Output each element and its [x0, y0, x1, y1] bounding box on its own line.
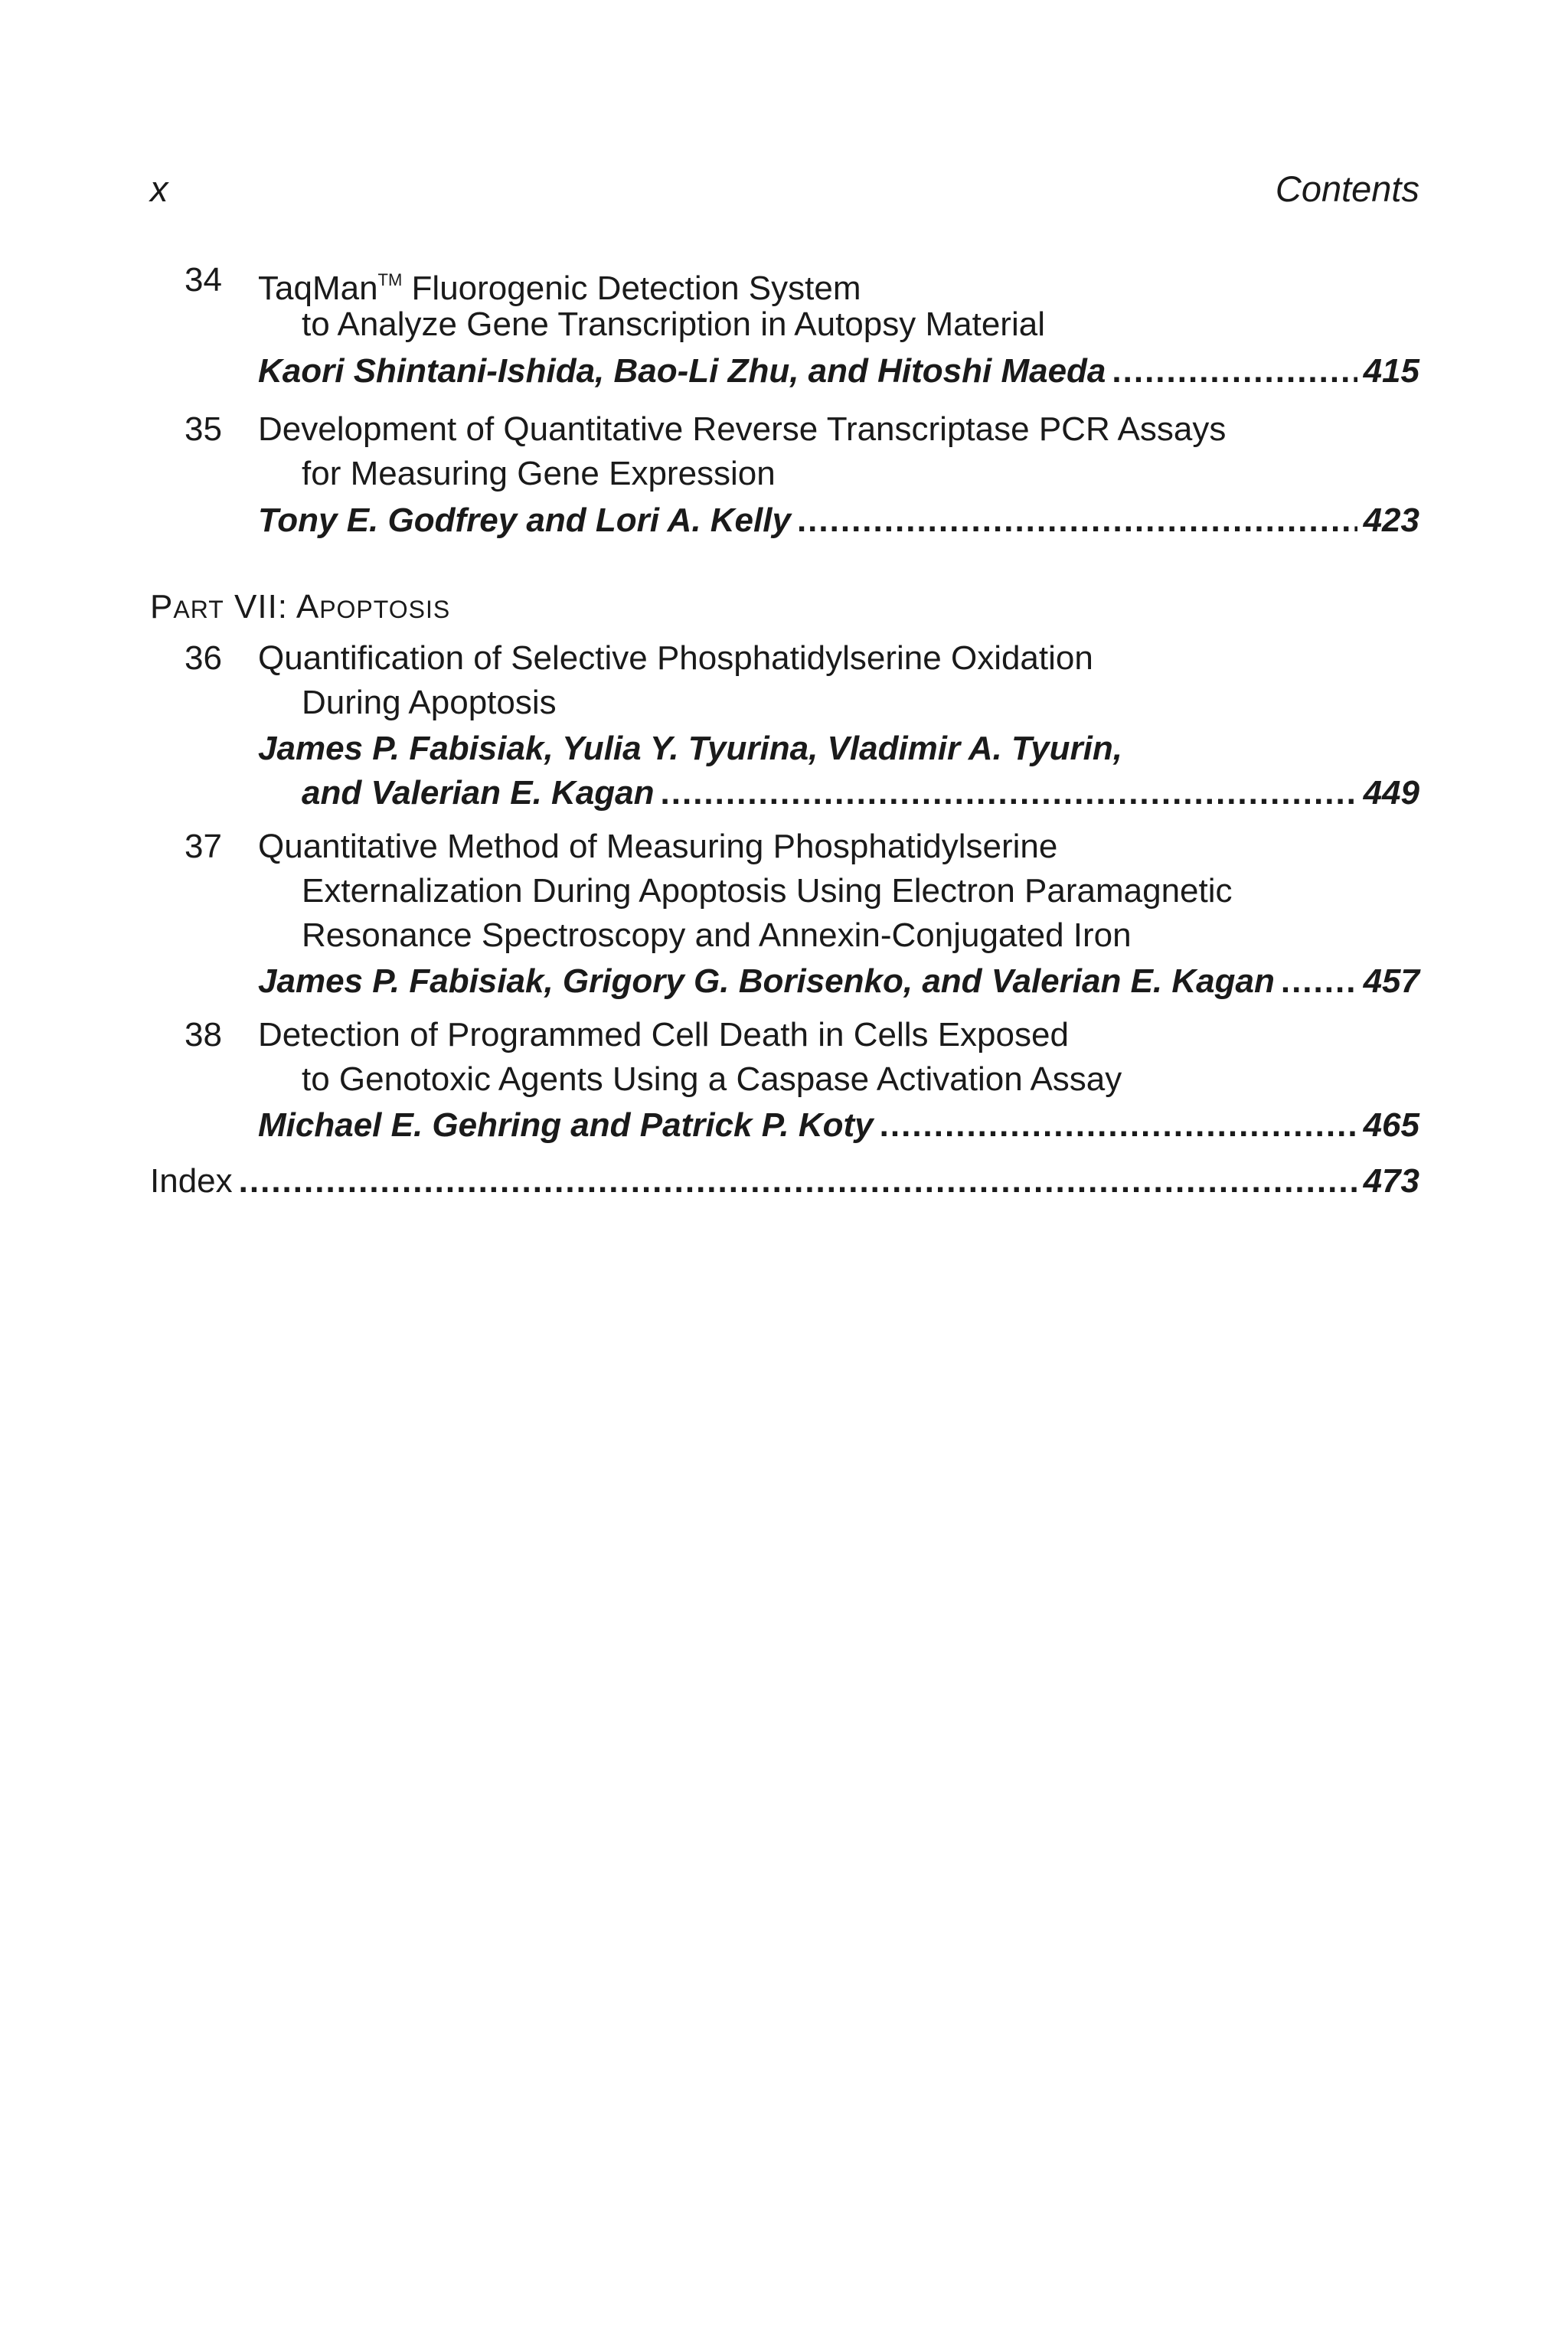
- chapter-page-number: 423: [1363, 501, 1419, 539]
- chapter-title-line: During Apoptosis: [302, 684, 557, 721]
- dot-leader: [1112, 348, 1357, 394]
- toc-entry-authors-row[interactable]: [258, 959, 1419, 1004]
- chapter-authors: and Valerian E. Kagan: [302, 774, 655, 812]
- chapter-title-line: Externalization During Apoptosis Using Electron Paramagnetic: [302, 872, 1233, 910]
- chapter-title-line: TaqMan™ Fluorogenic Detection System: [258, 270, 861, 307]
- trademark-mark: TM: [377, 270, 403, 289]
- chapter-title-line: Development of Quantitative Reverse Transcriptase PCR Assays: [258, 410, 1227, 448]
- chapter-number: 34: [185, 261, 222, 299]
- index-page-number: 473: [1363, 1162, 1419, 1200]
- chapter-page-number: 465: [1363, 1106, 1419, 1144]
- chapter-number: 37: [185, 828, 222, 865]
- chapter-title-line: Detection of Programmed Cell Death in Cells Exposed: [258, 1016, 1069, 1054]
- chapter-page-number: 415: [1363, 352, 1419, 390]
- toc-entry-authors-row[interactable]: [258, 348, 1419, 394]
- chapter-title-line: for Measuring Gene Expression: [302, 455, 776, 492]
- running-head: [150, 162, 1419, 216]
- chapter-authors: Kaori Shintani-Ishida, Bao-Li Zhu, and Hitoshi Maeda: [258, 352, 1106, 390]
- chapter-authors: Michael E. Gehring and Patrick P. Koty: [258, 1106, 874, 1144]
- page-folio: x: [150, 168, 168, 209]
- dot-leader: [880, 1102, 1357, 1148]
- chapter-authors: Tony E. Godfrey and Lori A. Kelly: [258, 501, 791, 539]
- chapter-title-line: to Genotoxic Agents Using a Caspase Activation Assay: [302, 1060, 1122, 1098]
- dot-leader: [1281, 959, 1357, 1004]
- toc-entry-authors-row[interactable]: [258, 498, 1419, 544]
- toc-entry-authors-row[interactable]: [302, 770, 1419, 816]
- chapter-number: 35: [185, 410, 222, 448]
- dot-leader: [797, 498, 1357, 544]
- running-title: Contents: [1275, 168, 1419, 209]
- dot-leader: [239, 1158, 1357, 1204]
- chapter-authors: James P. Fabisiak, Grigory G. Borisenko, and Valerian E. Kagan: [258, 962, 1275, 1000]
- chapter-authors: James P. Fabisiak, Yulia Y. Tyurina, Vladimir A. Tyurin,: [258, 730, 1123, 767]
- chapter-page-number: 457: [1363, 962, 1419, 1000]
- dot-leader: [661, 770, 1357, 816]
- chapter-title-line: Quantitative Method of Measuring Phosphatidylserine: [258, 828, 1058, 865]
- chapter-page-number: 449: [1363, 774, 1419, 812]
- index-label: Index: [150, 1162, 233, 1200]
- toc-index-row[interactable]: [150, 1158, 1419, 1204]
- toc-entry-authors-row[interactable]: [258, 1102, 1419, 1148]
- chapter-title-line: Quantification of Selective Phosphatidylserine Oxidation: [258, 639, 1093, 677]
- part-heading: PART VII: APOPTOSIS: [150, 588, 451, 626]
- chapter-title-line: Resonance Spectroscopy and Annexin-Conjugated Iron: [302, 916, 1132, 954]
- chapter-title-line: to Analyze Gene Transcription in Autopsy Material: [302, 305, 1045, 343]
- chapter-number: 36: [185, 639, 222, 677]
- chapter-number: 38: [185, 1016, 222, 1054]
